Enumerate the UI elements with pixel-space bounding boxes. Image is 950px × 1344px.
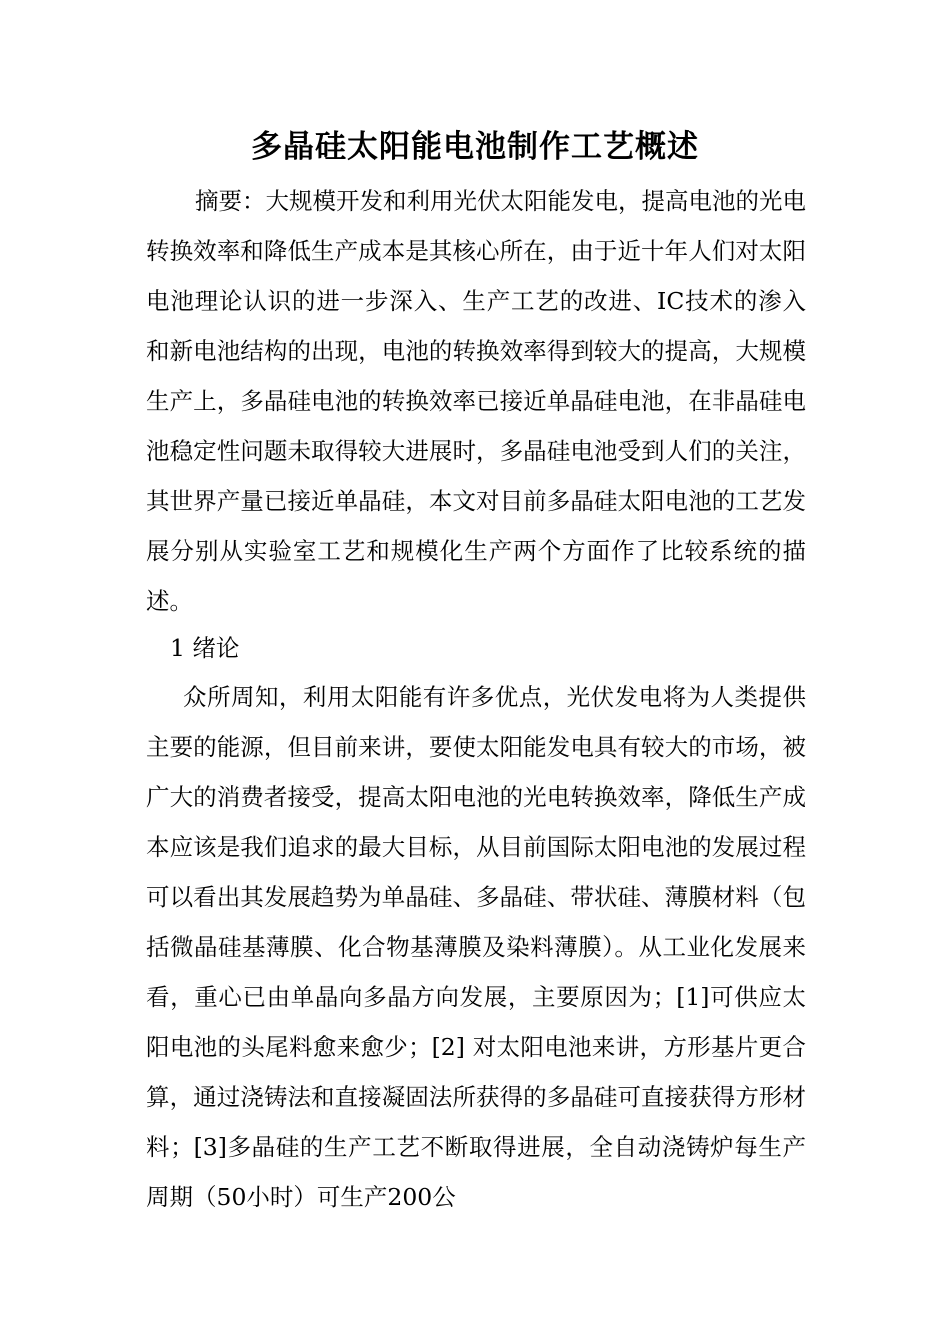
section-heading-introduction: 1 绪论 [170,634,240,662]
document-title: 多晶硅太阳能电池制作工艺概述 [251,129,699,165]
abstract-paragraph: 摘要：大规模开发和利用光伏太阳能发电，提高电池的光电转换效率和降低生产成本是其核心所在，由于近十年人们对太阳电池理论认识的进一步深入、生产工艺的改进、IC技术的渗入和新电池结构的出现，电池的转换效率得到较大的提高，大规模生产上，多晶硅电池的转换效率已接近单晶硅电池，在非晶硅电池稳定性问题未取得较大进展时，多晶硅电池受到人们的关注，其世界产量已接近单晶硅，本文对目前多晶硅太阳电池的工艺发展分别从实验室工艺和规模化生产两个方面作了比较系统的描述。 [146,187,806,615]
introduction-paragraph: 众所周知，利用太阳能有许多优点，光伏发电将为人类提供主要的能源，但目前来讲，要使太阳能发电具有较大的市场，被广大的消费者接受，提高太阳电池的光电转换效率，降低生产成本应该是我们追求的最大目标，从目前国际太阳电池的发展过程可以看出其发展趋势为单晶硅、多晶硅、带状硅、薄膜材料（包括微晶硅基薄膜、化合物基薄膜及染料薄膜）。从工业化发展来看，重心已由单晶向多晶方向发展，主要原因为；[1]可供应太阳电池的头尾料愈来愈少；[2] 对太阳电池来讲，方形基片更合算，通过浇铸法和直接凝固法所获得的多晶硅可直接获得方形材料；[3]多晶硅的生产工艺不断取得进展，全自动浇铸炉每生产周期（50小时）可生产200公 [146,683,806,1211]
